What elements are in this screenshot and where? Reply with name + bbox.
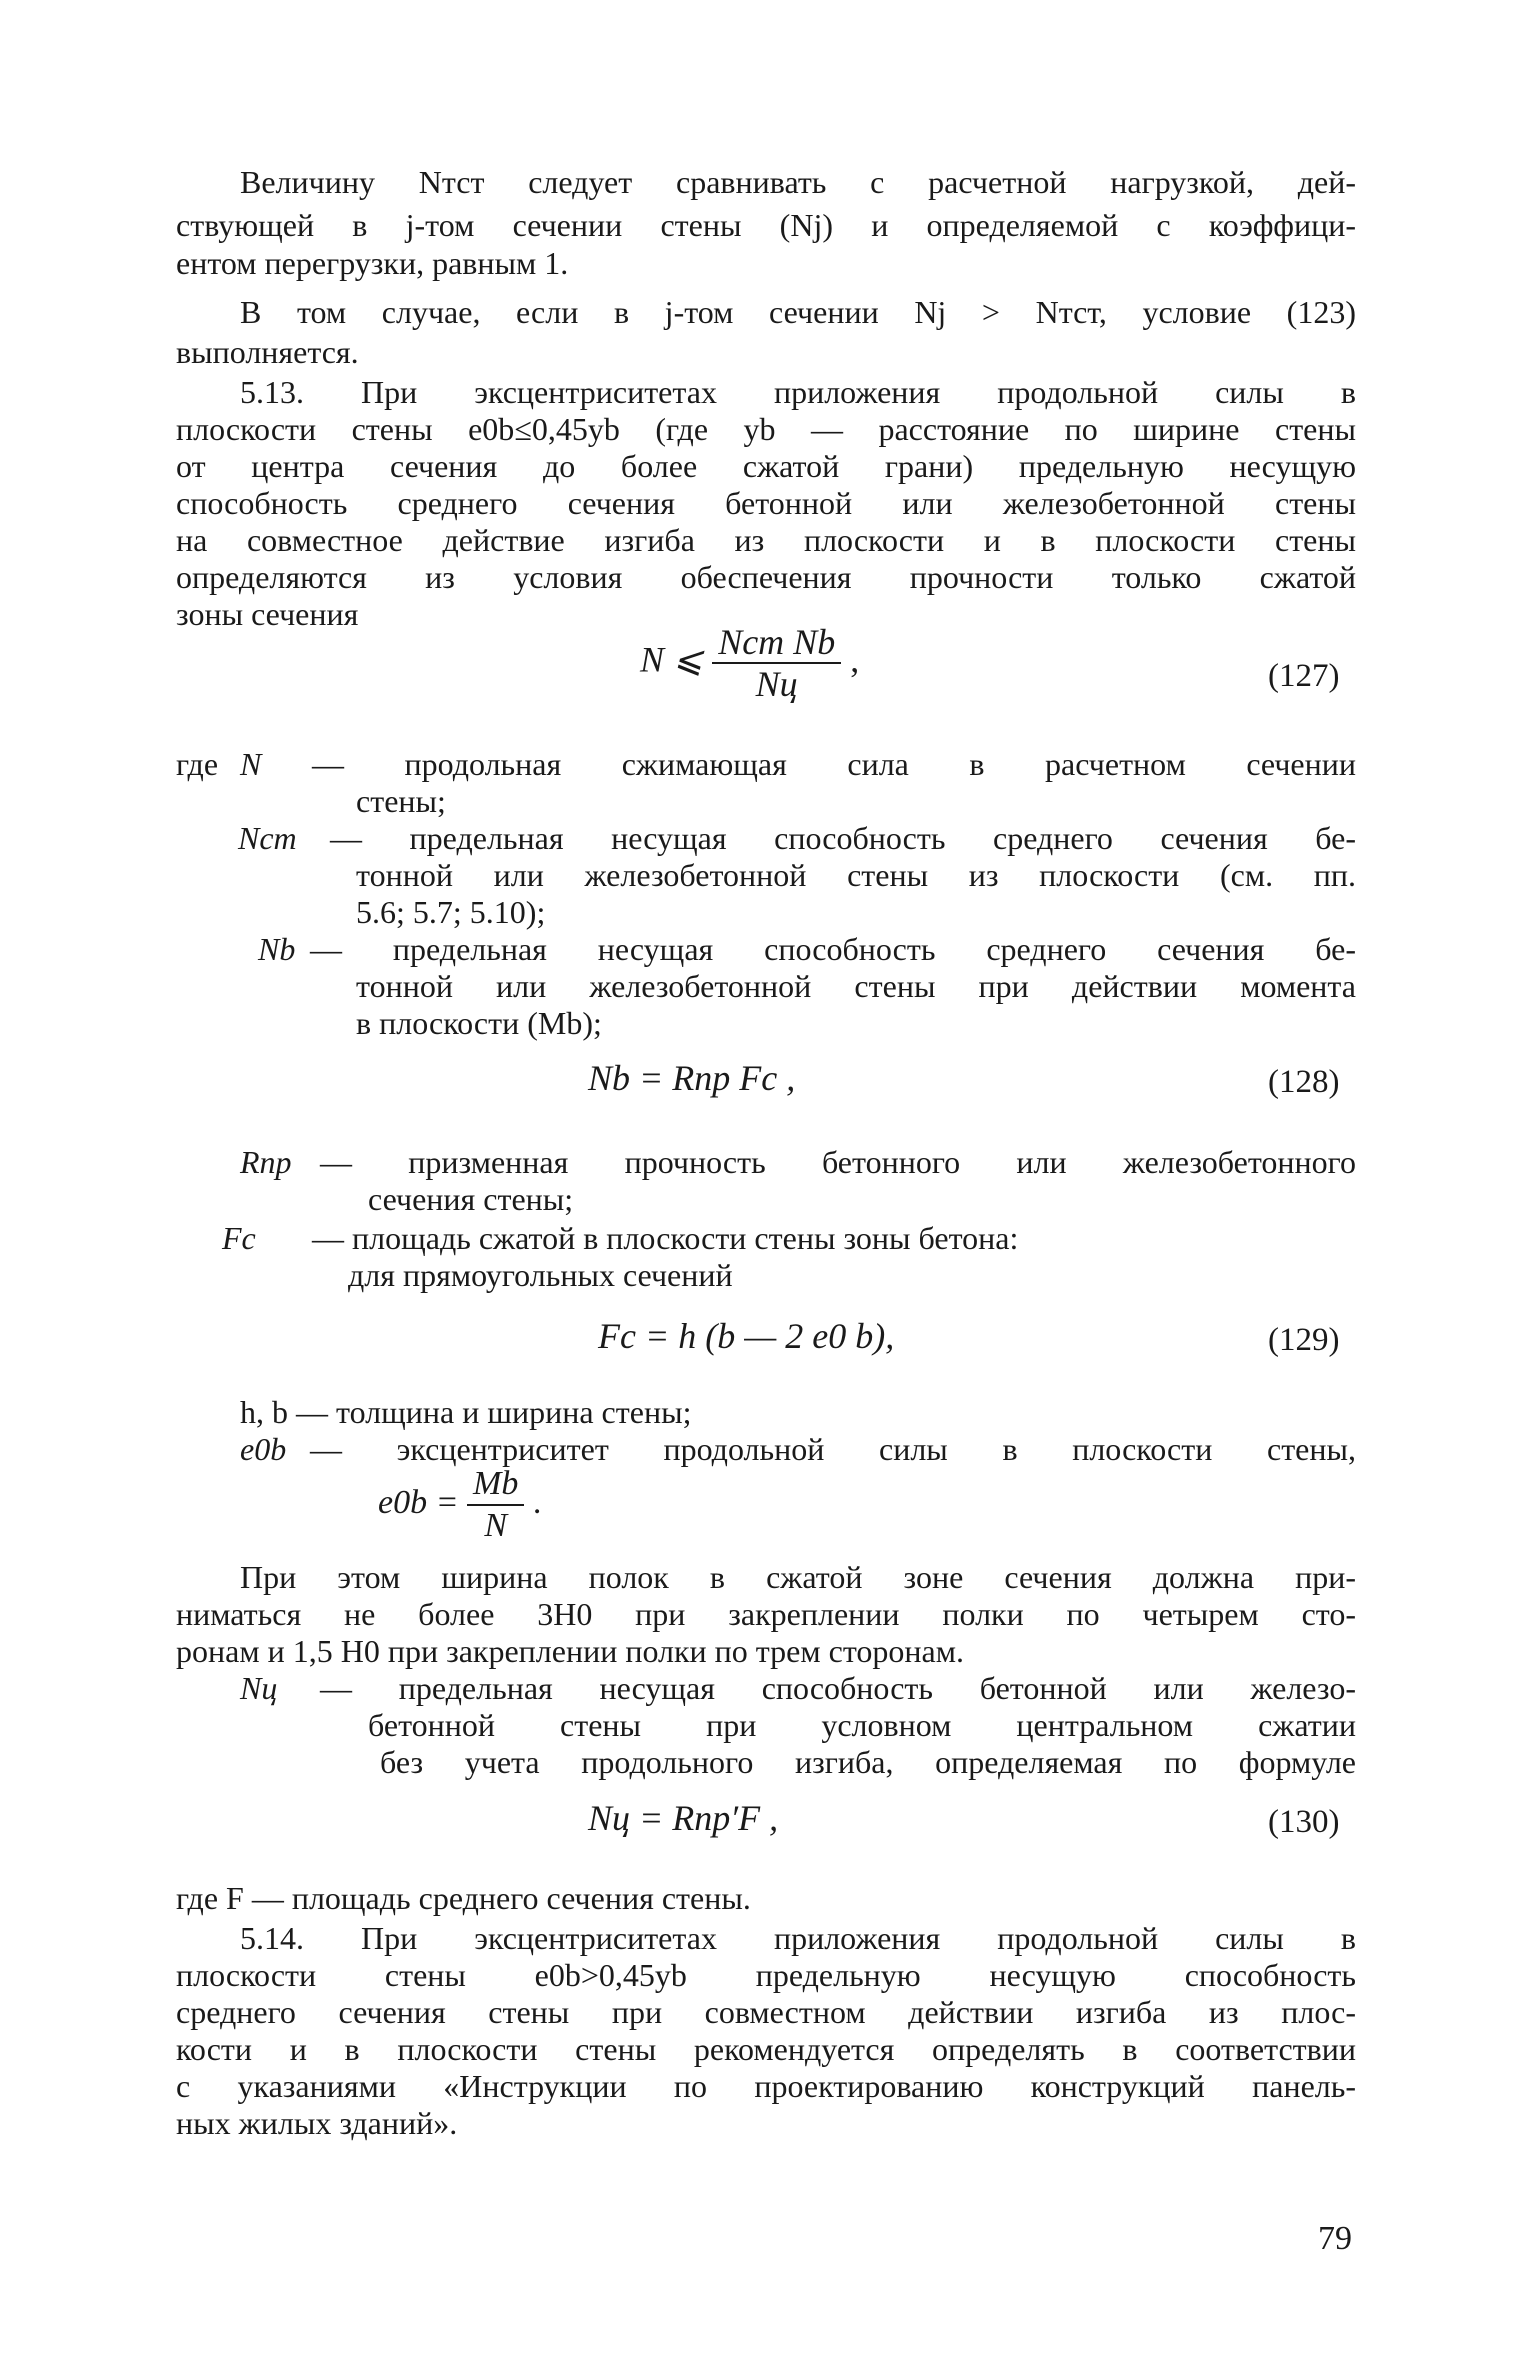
numerator: Mb (467, 1464, 524, 1506)
definition-line: — предельная несущая способность бетонной или железо- (320, 1670, 1356, 1706)
definition-line: сечения стены; (368, 1181, 574, 1217)
definition-line: в плоскости (Mb); (356, 1005, 602, 1041)
denominator: Nц (755, 664, 798, 704)
page-number: 79 (1318, 2220, 1352, 2257)
definition-line: — предельная несущая способность среднего сечения бе- (330, 820, 1356, 856)
text-line: способность среднего сечения бетонной или железобетонной стены (176, 485, 1356, 521)
definition-line: стены; (356, 783, 446, 819)
definition-line: бетонной стены при условном центральном сжатии (368, 1707, 1356, 1743)
text-line: ниматься не более 3H0 при закреплении полки по четырем сто- (176, 1596, 1356, 1632)
text-line: ентом перегрузки, равным 1. (176, 245, 569, 281)
text-line: 5.13. При эксцентриситетах приложения продольной силы в (240, 374, 1356, 410)
text-line: зоны сечения (176, 596, 359, 632)
term: Nb (258, 931, 296, 967)
definition-line: без учета продольного изгиба, определяемая по формуле (380, 1744, 1356, 1780)
formula-e0b: e0b = $\frac{Mb}{N}$ . (378, 1465, 542, 1544)
numerator: Nст Nb (712, 622, 841, 664)
formula-130: Nц = Rпр′F , (588, 1798, 779, 1838)
definition-line: 5.6; 5.7; 5.10); (356, 894, 546, 930)
definition-line: тонной или железобетонной стены при действии момента (356, 968, 1356, 1004)
formula-127 (640, 622, 859, 704)
text-line: 5.14. При эксцентриситетах приложения продольной силы в (240, 1920, 1356, 1956)
term: e0b (240, 1431, 287, 1467)
equation-number: (128) (1268, 1064, 1340, 1100)
formula-129: Fс = h (b — 2 e0 b), (598, 1316, 895, 1356)
definition-line: — площадь сжатой в плоскости стены зоны бетона: (312, 1220, 1019, 1256)
text-line: При этом ширина полок в сжатой зоне сечения должна при- (240, 1559, 1356, 1595)
text-line: плоскости стены e0b≤0,45yb (где yb — расстояние по ширине стены (176, 411, 1356, 447)
term: N (240, 746, 262, 782)
formula-lhs: N ⩽ (640, 639, 704, 680)
text-line: плоскости стены e0b>0,45yb предельную несущую способность (176, 1957, 1356, 1993)
denominator: N (484, 1507, 508, 1544)
text-line: ствующей в j-том сечении стены (Nj) и определяемой с коэффици- (176, 207, 1356, 243)
text-line: среднего сечения стены при совместном действии изгиба из плос- (176, 1994, 1356, 2030)
text-line: определяются из условия обеспечения прочности только сжатой (176, 559, 1356, 595)
text-line: от центра сечения до более сжатой грани) предельную несущую (176, 448, 1356, 484)
text-line: Величину Nтст следует сравнивать с расчетной нагрузкой, дей- (240, 164, 1356, 200)
formula-comma: , (850, 639, 860, 680)
definition-line: — предельная несущая способность среднего сечения бе- (310, 931, 1356, 967)
definition-line: — эксцентриситет продольной силы в плоскости стены, (310, 1431, 1356, 1467)
fraction (712, 622, 841, 704)
equation-number: (127) (1268, 658, 1340, 694)
text-line: на совместное действие изгиба из плоскости и в плоскости стены (176, 522, 1356, 558)
term: Nст (238, 820, 297, 856)
text-line: В том случае, если в j-том сечении Nj > Nтст, условие (123) (240, 294, 1356, 330)
definition-line: для прямоугольных сечений (348, 1257, 733, 1293)
definition-line: h, b — толщина и ширина стены; (240, 1394, 692, 1430)
definition-line: — призменная прочность бетонного или железобетонного (320, 1144, 1356, 1180)
term: Rпр (240, 1144, 292, 1180)
equation-number: (130) (1268, 1804, 1340, 1840)
text-line: кости и в плоскости стены рекомендуется определять в соответствии (176, 2031, 1356, 2067)
fraction (467, 1464, 524, 1546)
text-line: ронам и 1,5 H0 при закреплении полки по трем сторонам. (176, 1633, 964, 1669)
formula-128: Nb = Rпр Fс , (588, 1058, 796, 1098)
text-line: с указаниями «Инструкции по проектированию конструкций панель- (176, 2068, 1356, 2104)
definition-line: тонной или железобетонной стены из плоскости (см. пп. (356, 857, 1356, 893)
term: Fс (222, 1220, 256, 1256)
where-label: где (176, 746, 219, 782)
text-line: ных жилых зданий». (176, 2105, 458, 2141)
definition-line: — продольная сжимающая сила в расчетном сечении (312, 746, 1356, 782)
term: Nц (240, 1670, 278, 1706)
equation-number: (129) (1268, 1322, 1340, 1358)
text-line: выполняется. (176, 334, 359, 370)
definition-line: где F — площадь среднего сечения стены. (176, 1880, 751, 1916)
